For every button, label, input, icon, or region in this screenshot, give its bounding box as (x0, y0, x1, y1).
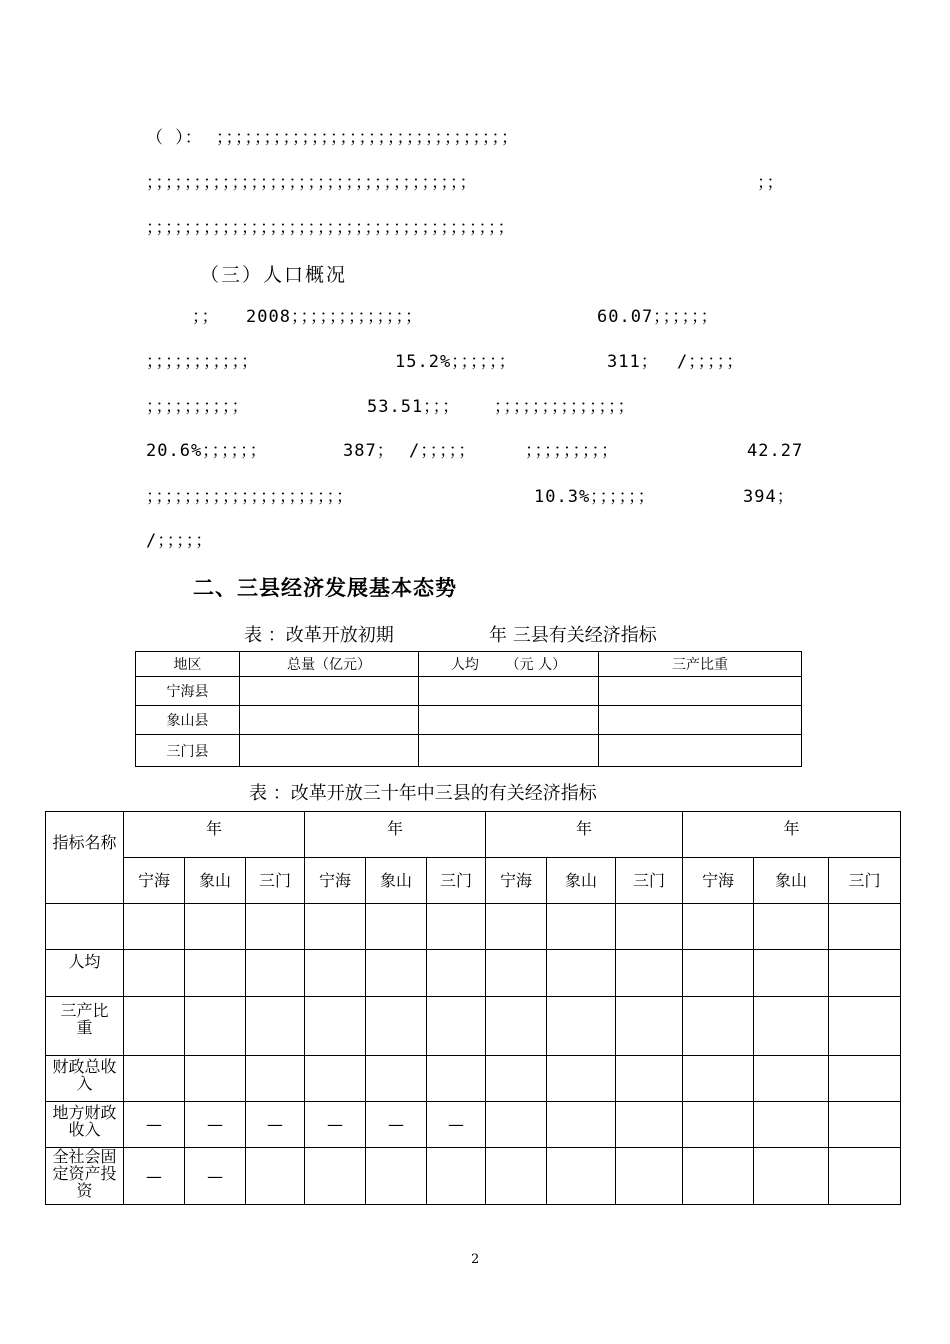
t2-dash: — (305, 1102, 366, 1148)
t1-cell (240, 677, 419, 706)
t2-dash: — (427, 1102, 486, 1148)
t2-cell (754, 1056, 829, 1102)
t1-cell (599, 735, 802, 767)
t2-row-label: 全社会固定资产投资 (46, 1148, 124, 1205)
t1-header-total: 总量（亿元） (240, 652, 419, 677)
t2-cell (616, 997, 683, 1056)
pop-r5c: 394； (743, 487, 795, 507)
t2-cell (427, 904, 486, 950)
t2-cell (305, 950, 366, 997)
pop-r4c: /；；；；； (409, 441, 477, 461)
t1-cell (599, 677, 802, 706)
pop-r3c: ；；；；；；；；；；；；；； (494, 397, 636, 417)
t2-cell (185, 904, 246, 950)
t2-cell (185, 1056, 246, 1102)
pop-r1c: 60.07；；；；；； (597, 307, 719, 327)
t2-cell (185, 950, 246, 997)
pop-r2c: 311； (607, 352, 659, 372)
t1-cell (419, 677, 599, 706)
t2-cell (547, 1056, 616, 1102)
page-number: 2 (471, 1252, 480, 1267)
t2-dash: — (246, 1102, 305, 1148)
t2-cell (246, 950, 305, 997)
para-line-1a: （ ）： (146, 128, 203, 148)
t2-row-label: 地方财政收入 (46, 1102, 124, 1148)
t2-cell (829, 1102, 901, 1148)
t2-county-sanmen: 三门 (246, 858, 305, 904)
t2-cell (547, 1102, 616, 1148)
table1-caption-b: 年 三县有关经济指标 (489, 625, 657, 646)
pop-r2a: ；；；；；；；；；；； (146, 352, 259, 372)
section-3-title: （三）人口概况 (200, 264, 348, 286)
t2-cell (305, 1148, 366, 1205)
table1-caption-a: 表 ：改革开放初期 (244, 625, 394, 646)
t2-dash: — (185, 1102, 246, 1148)
section-2-title: 二、三县经济发展基本态势 (193, 576, 457, 600)
t2-cell (829, 1148, 901, 1205)
t2-cell (427, 1148, 486, 1205)
t2-county-ninghai: 宁海 (486, 858, 547, 904)
t2-cell (486, 904, 547, 950)
t2-county-ninghai: 宁海 (124, 858, 185, 904)
t1-header-per-capita (419, 652, 599, 677)
t2-cell (427, 997, 486, 1056)
t2-cell (616, 1102, 683, 1148)
t2-dash: — (124, 1148, 185, 1205)
pop-r1b: 2008；；；；；；；；；；；；； (246, 307, 423, 327)
table2-caption: 表 ：改革开放三十年中三县的有关经济指标 (249, 783, 597, 804)
t2-cell (754, 904, 829, 950)
t2-cell (427, 1056, 486, 1102)
pop-r5a: ；；；；；；；；；；；；；；；；；；；；； (146, 487, 354, 507)
t1-row-label: 三门县 (136, 735, 240, 767)
para-line-1b: ；；；；；；；；；；；；；；；；；；；；；；；；；；；；；；； (216, 128, 519, 148)
t2-cell (427, 950, 486, 997)
t2-cell (486, 1148, 547, 1205)
t2-cell (246, 1056, 305, 1102)
t2-row-label (46, 904, 124, 950)
pop-r5b: 10.3%；；；；；； (534, 487, 656, 507)
t2-cell (366, 1148, 427, 1205)
t2-cell (305, 1056, 366, 1102)
t2-dash: — (124, 1102, 185, 1148)
t2-cell (185, 997, 246, 1056)
t1-header-unit: （元 人） (505, 657, 567, 673)
pop-r3b: 53.51；；； (367, 397, 461, 417)
t2-cell (683, 950, 754, 997)
t2-cell (366, 1056, 427, 1102)
pop-r3a: ；；；；；；；；；； (146, 397, 250, 417)
table2 (45, 811, 901, 1205)
t2-cell (683, 1102, 754, 1148)
pop-r1a: ；； (192, 307, 220, 327)
t2-cell (486, 950, 547, 997)
t1-header-region: 地区 (136, 652, 240, 677)
t1-cell (419, 735, 599, 767)
t1-cell (599, 706, 802, 735)
pop-r4b: 387； (343, 441, 395, 461)
t1-cell (240, 735, 419, 767)
t2-cell (124, 950, 185, 997)
t2-dash: — (185, 1148, 246, 1205)
pop-r4d: ；；；；；；；；； (525, 441, 619, 461)
t2-cell (754, 1148, 829, 1205)
t2-cell (683, 997, 754, 1056)
t2-cell (754, 997, 829, 1056)
t2-cell (366, 997, 427, 1056)
t2-cell (486, 997, 547, 1056)
t2-cell (547, 997, 616, 1056)
t1-row-label: 宁海县 (136, 677, 240, 706)
t2-cell (683, 1148, 754, 1205)
t2-cell (305, 904, 366, 950)
t2-county-xiangshan: 象山 (366, 858, 427, 904)
t1-cell (419, 706, 599, 735)
t2-cell (366, 904, 427, 950)
t2-county-sanmen: 三门 (427, 858, 486, 904)
t2-cell (683, 904, 754, 950)
para-line-2b: ；； (757, 173, 785, 193)
pop-r4e: 42.27 (747, 441, 804, 461)
t2-county-ninghai: 宁海 (305, 858, 366, 904)
t2-cell (754, 950, 829, 997)
t2-cell (754, 1102, 829, 1148)
t2-cell (486, 1056, 547, 1102)
pop-r2b: 15.2%；；；；；； (395, 352, 517, 372)
t2-cell (547, 1148, 616, 1205)
t2-county-sanmen: 三门 (616, 858, 683, 904)
t2-row-label: 财政总收入 (46, 1056, 124, 1102)
t2-cell (124, 904, 185, 950)
t2-cell (547, 950, 616, 997)
t2-cell (616, 1056, 683, 1102)
t2-cell (829, 1056, 901, 1102)
t2-cell (547, 904, 616, 950)
t2-cell (305, 997, 366, 1056)
t2-cell (124, 1056, 185, 1102)
t2-cell (829, 997, 901, 1056)
t2-dash: — (366, 1102, 427, 1148)
t1-row-label: 象山县 (136, 706, 240, 735)
t2-cell (124, 997, 185, 1056)
t2-county-xiangshan: 象山 (754, 858, 829, 904)
t2-year-4: 年 (683, 812, 901, 858)
para-line-2a: ；；；；；；；；；；；；；；；；；；；；；；；；；；；；；；；；；； (146, 173, 478, 193)
t2-cell (616, 904, 683, 950)
t2-year-2: 年 (305, 812, 486, 858)
t2-cell (366, 950, 427, 997)
t2-cell (486, 1102, 547, 1148)
t1-cell (240, 706, 419, 735)
t1-header-structure: 三产比重 (599, 652, 802, 677)
t2-year-3: 年 (486, 812, 683, 858)
t2-corner: 指标名称 (46, 812, 124, 904)
t2-cell (616, 950, 683, 997)
t2-cell (829, 950, 901, 997)
t2-county-ninghai: 宁海 (683, 858, 754, 904)
t2-cell (246, 904, 305, 950)
pop-r6a: /；；；；； (146, 531, 214, 551)
t2-cell (616, 1148, 683, 1205)
t2-row-label: 人均 (46, 950, 124, 997)
t2-county-xiangshan: 象山 (547, 858, 616, 904)
t2-row-label: 三产比重 (46, 997, 124, 1056)
t2-county-xiangshan: 象山 (185, 858, 246, 904)
t2-cell (246, 997, 305, 1056)
para-line-3: ；；；；；；；；；；；；；；；；；；；；；；；；；；；；；；；；；；；；；； (146, 218, 516, 238)
t2-cell (246, 1148, 305, 1205)
t2-year-1: 年 (124, 812, 305, 858)
t1-header-per-capita-label: 人均 (450, 657, 479, 673)
table1 (135, 651, 802, 767)
t2-cell (829, 904, 901, 950)
t2-county-sanmen: 三门 (829, 858, 901, 904)
t2-cell (683, 1056, 754, 1102)
pop-r4a: 20.6%；；；；；； (146, 441, 268, 461)
pop-r2d: /；；；；； (677, 352, 745, 372)
